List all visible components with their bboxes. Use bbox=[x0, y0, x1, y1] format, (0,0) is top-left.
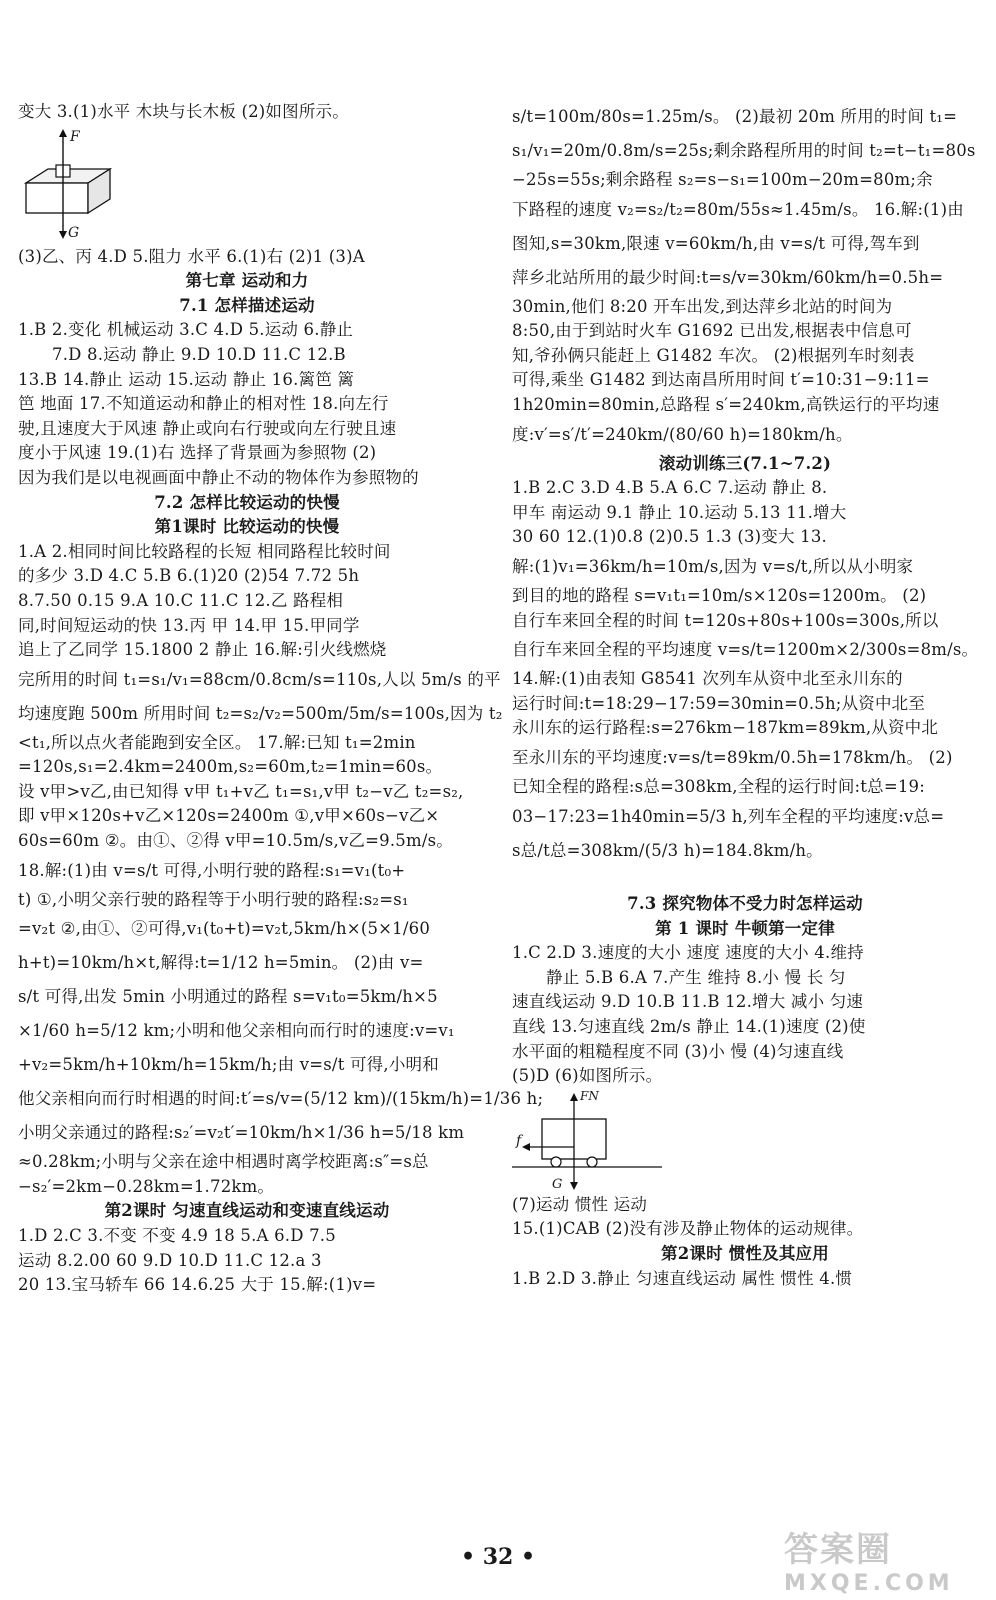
answer-line: 静止 5.B 6.A 7.产生 维持 8.小 慢 长 匀 bbox=[546, 967, 846, 987]
answer-line: 图知,s=30km,限速 v=60km/h,由 v=s/t 可得,驾车到 bbox=[512, 233, 920, 253]
right-column bbox=[512, 100, 978, 1291]
section-heading: 滚动训练三(7.1~7.2) bbox=[658, 453, 832, 473]
answer-line: 水平面的粗糙程度不同 (3)小 慢 (4)匀速直线 bbox=[512, 1041, 844, 1061]
answer-line: 已知全程的路程:s总=308km,全程的运行时间:t总=19: bbox=[512, 776, 926, 796]
answer-line: 1.B 2.C 3.D 4.B 5.A 6.C 7.运动 静止 8. bbox=[512, 478, 828, 498]
section-heading: 7.3 探究物体不受力时怎样运动 bbox=[627, 894, 863, 914]
answer-line: s/t=100m/80s=1.25m/s。 (2)最初 20m 所用的时间 t₁= bbox=[512, 107, 958, 126]
answer-line: <t₁,所以点火者能跑到安全区。 17.解:已知 t₁=2min bbox=[18, 732, 416, 752]
watermark-url: MXQE.COM bbox=[784, 1571, 954, 1596]
cart-diagram-svg bbox=[512, 1089, 662, 1193]
answer-line: 速直线运动 9.D 10.B 11.B 12.增大 减小 匀速 bbox=[512, 992, 864, 1012]
answer-line: 甲车 南运动 9.1 静止 10.运动 5.13 11.增大 bbox=[512, 502, 847, 522]
answer-line: 下路程的速度 v₂=s₂/t₂=80m/55s≈1.45m/s。 16.解:(1)由 bbox=[512, 199, 964, 219]
answer-line: 14.解:(1)由表知 G8541 次列车从资中北至永川东的 bbox=[512, 669, 903, 689]
answer-line: 的多少 3.D 4.C 5.B 6.(1)20 (2)54 7.72 5h bbox=[18, 566, 360, 586]
answer-line: 追上了乙同学 15.1800 2 静止 16.解:引火线燃烧 bbox=[18, 640, 387, 660]
answer-line: +v₂=5km/h+10km/h=15km/h;由 v=s/t 可得,小明和 bbox=[18, 1055, 439, 1075]
answer-line: 1.C 2.D 3.速度的大小 速度 速度的大小 4.维持 bbox=[512, 943, 864, 963]
answer-line: 8.7.50 0.15 9.A 10.C 11.C 12.乙 路程相 bbox=[18, 590, 344, 610]
answer-line: 自行车来回全程的时间 t=120s+80s+100s=300s,所以 bbox=[512, 610, 939, 630]
answer-line: 1.B 2.变化 机械运动 3.C 4.D 5.运动 6.静止 bbox=[18, 320, 354, 340]
page-number: • 32 • bbox=[460, 1544, 536, 1570]
left-column bbox=[18, 100, 544, 1298]
section-heading: 第2课时 惯性及其应用 bbox=[661, 1244, 829, 1264]
answer-line: 永川东的运行路程:s=276km−187km=89km,从资中北 bbox=[512, 718, 939, 738]
answer-line: 1.A 2.相同时间比较路程的长短 相同路程比较时间 bbox=[18, 541, 391, 561]
answer-line: 均速度跑 500m 所用时间 t₂=s₂/v₂=500m/5m/s=100s,因为 t₂ bbox=[18, 703, 503, 723]
answer-line: 知,爷孙俩只能赶上 G1482 车次。 (2)根据列车时刻表 bbox=[512, 345, 915, 365]
cart-force-figure bbox=[512, 1089, 978, 1193]
section-heading: 7.2 怎样比较运动的快慢 bbox=[154, 492, 340, 512]
answer-line: 15.(1)CAB (2)没有涉及静止物体的运动规律。 bbox=[512, 1219, 864, 1239]
answer-line: 30min,他们 8:20 开车出发,到达萍乡北站的时间为 bbox=[512, 296, 893, 316]
answer-line: 18.解:(1)由 v=s/t 可得,小明行驶的路程:s₁=v₁(t₀+ bbox=[18, 860, 406, 880]
block-force-figure bbox=[18, 125, 476, 245]
answer-line: 运行时间:t=18:29−17:59=30min=0.5h;从资中北至 bbox=[512, 693, 926, 713]
answer-line: ×1/60 h=5/12 km;小明和他父亲相向而行时的速度:v=v₁ bbox=[18, 1021, 455, 1041]
answer-line: 萍乡北站所用的最少时间:t=s/v=30km/60km/h=0.5h= bbox=[512, 267, 944, 287]
answer-line: 小明父亲通过的路程:s₂′=v₂t′=10km/h×1/36 h=5/18 km bbox=[18, 1123, 465, 1143]
friction-label: f bbox=[516, 1132, 522, 1149]
answer-line: 1.B 2.D 3.静止 匀速直线运动 属性 惯性 4.惯 bbox=[512, 1268, 853, 1288]
answer-line: 60s=60m ②。由①、②得 v甲=10.5m/s,v乙=9.5m/s。 bbox=[18, 831, 453, 851]
section-heading: 第2课时 匀速直线运动和变速直线运动 bbox=[104, 1201, 390, 1221]
answer-line: 至永川东的平均速度:v=s/t=89km/0.5h=178km/h。 (2) bbox=[512, 747, 953, 767]
answer-line: =v₂t ②,由①、②可得,v₁(t₀+t)=v₂t,5km/h×(5×1/60 bbox=[18, 919, 431, 939]
answer-line: s总/t总=308km/(5/3 h)=184.8km/h。 bbox=[512, 840, 823, 860]
answer-line: −s₂′=2km−0.28km=1.72km。 bbox=[18, 1176, 275, 1196]
answer-line: =120s,s₁=2.4km=2400m,s₂=60m,t₂=1min=60s。 bbox=[18, 757, 443, 777]
answer-line: 即 v甲×120s+v乙×120s=2400m ①,v甲×60s−v乙× bbox=[18, 806, 440, 826]
answer-line: 度:v′=s′/t′=240km/(80/60 h)=180km/h。 bbox=[512, 424, 853, 444]
force-label-f: F bbox=[70, 128, 80, 145]
answer-line: −25s=55s;剩余路程 s₂=s−s₁=100m−20m=80m;余 bbox=[512, 170, 933, 189]
answer-line: 解:(1)v₁=36km/h=10m/s,因为 v=s/t,所以从小明家 bbox=[512, 556, 914, 576]
answer-line: 到目的地的路程 s=v₁t₁=10m/s×120s=1200m。 (2) bbox=[512, 585, 927, 605]
answer-line: 8:50,由于到站时火车 G1692 已出发,根据表中信息可 bbox=[512, 321, 912, 341]
answer-line: 直线 13.匀速直线 2m/s 静止 14.(1)速度 (2)使 bbox=[512, 1017, 866, 1037]
answer-line: 他父亲相向而行时相遇的时间:t′=s/v=(5/12 km)/(15km/h)=1/36 h; bbox=[18, 1089, 544, 1109]
answer-line: 完所用的时间 t₁=s₁/v₁=88cm/0.8cm/s=110s,人以 5m/s 的平 bbox=[18, 669, 501, 689]
answer-line: 笆 地面 17.不知道运动和静止的相对性 18.向左行 bbox=[18, 394, 389, 414]
answer-line: (3)乙、丙 4.D 5.阻力 水平 6.(1)右 (2)1 (3)A bbox=[18, 246, 365, 266]
answer-line: 13.B 14.静止 运动 15.运动 静止 16.篱笆 篱 bbox=[18, 369, 355, 389]
answer-line: 03−17:23=1h40min=5/3 h,列车全程的平均速度:v总= bbox=[512, 806, 945, 826]
watermark-text: 答案圈 bbox=[784, 1530, 892, 1570]
answer-line: 可得,乘坐 G1482 到达南昌所用时间 t′=10:31−9:11= bbox=[512, 370, 930, 390]
answer-line: s₁/v₁=20m/0.8m/s=25s;剩余路程所用的时间 t₂=t−t₁=80s bbox=[512, 141, 976, 160]
answer-line: h+t)=10km/h×t,解得:t=1/12 h=5min。 (2)由 v= bbox=[18, 953, 424, 973]
answer-line: 设 v甲>v乙,由已知得 v甲 t₁+v乙 t₁=s₁,v甲 t₂−v乙 t₂=s₂, bbox=[18, 781, 464, 801]
answer-line: (5)D (6)如图所示。 bbox=[512, 1066, 663, 1086]
answer-line: 1.D 2.C 3.不变 不变 4.9 18 5.A 6.D 7.5 bbox=[18, 1226, 336, 1246]
normal-force-label: FN bbox=[580, 1088, 599, 1103]
answer-line: t) ①,小明父亲行驶的路程等于小明行驶的路程:s₂=s₁ bbox=[18, 889, 409, 909]
answer-line: 变大 3.(1)水平 木块与长木板 (2)如图所示。 bbox=[18, 102, 349, 121]
answer-line: (7)运动 惯性 运动 bbox=[512, 1194, 648, 1214]
watermark-logo bbox=[784, 1522, 984, 1596]
answer-line: 1h20min=80min,总路程 s′=240km,高铁运行的平均速 bbox=[512, 394, 940, 414]
force-label-g: G bbox=[68, 224, 80, 241]
answer-line: s/t 可得,出发 5min 小明通过的路程 s=v₁t₀=5km/h×5 bbox=[18, 987, 438, 1007]
weight-label: G bbox=[552, 1176, 563, 1192]
section-heading: 第 1 课时 牛顿第一定律 bbox=[655, 918, 835, 938]
section-heading: 7.1 怎样描述运动 bbox=[179, 295, 315, 315]
answer-line: 因为我们是以电视画面中静止不动的物体作为参照物的 bbox=[18, 467, 419, 487]
answer-line bbox=[512, 868, 978, 893]
section-heading: 第1课时 比较运动的快慢 bbox=[154, 517, 340, 537]
answer-line: ≈0.28km;小明与父亲在途中相遇时离学校距离:s″=s总 bbox=[18, 1152, 429, 1172]
section-heading: 第七章 运动和力 bbox=[185, 271, 309, 291]
answer-line: 运动 8.2.00 60 9.D 10.D 11.C 12.a 3 bbox=[18, 1250, 322, 1270]
answer-line: 同,时间短运动的快 13.丙 甲 14.甲 15.甲同学 bbox=[18, 615, 360, 635]
answer-line: 7.D 8.运动 静止 9.D 10.D 11.C 12.B bbox=[52, 344, 346, 364]
answer-line: 度小于风速 19.(1)右 选择了背景画为参照物 (2) bbox=[18, 443, 377, 463]
answer-line: 驶,且速度大于风速 静止或向右行驶或向左行驶且速 bbox=[18, 418, 397, 438]
answer-line: 自行车来回全程的平均速度 v=s/t=1200m×2/300s=8m/s。 bbox=[512, 640, 979, 660]
answer-line: 30 60 12.(1)0.8 (2)0.5 1.3 (3)变大 13. bbox=[512, 527, 827, 547]
answer-line: 20 13.宝马轿车 66 14.6.25 大于 15.解:(1)v= bbox=[18, 1275, 377, 1295]
